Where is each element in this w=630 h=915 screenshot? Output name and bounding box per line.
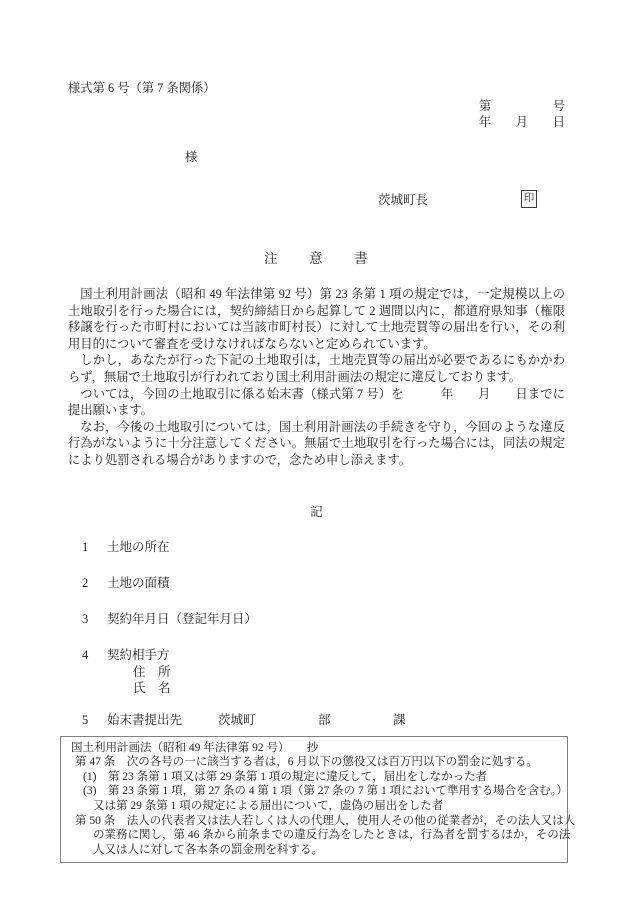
item-number: 2 <box>82 575 89 590</box>
law-article-50-continuation-line-2: 人又は人に対して各本条の罰金刑を科する。 <box>93 843 323 856</box>
law-article-50-continuation-line-1: の業務に関し，第 46 条から前条までの違反行為をしたときは，行為者を罰するほか，その法 <box>93 829 571 842</box>
sender-row <box>68 189 565 208</box>
item-number: 5 <box>82 713 89 728</box>
item-number: 3 <box>82 612 89 627</box>
law-article-50-line: 第 50 条 法人の代表者又は法人若しくは人の代理人，使用人その他の従業者が，その法人又は人 <box>75 814 576 827</box>
record-item-submission-destination <box>68 712 565 728</box>
law-item-3-continuation-line: 又は第 29 条第 1 項の規定による届出について，虚偽の届出をした者 <box>93 799 444 812</box>
official-seal-mark: 印 <box>521 190 537 208</box>
law-article-47-line: 第 47 条 次の各号の一に該当する者は，6 月以下の懲役又は百万円以下の罰金に処する。 <box>75 756 538 769</box>
document-title: 注 意 書 <box>264 251 369 266</box>
law-title-line: 国土利用計画法（昭和 49 年法律第 92 号） 抄 <box>71 741 319 754</box>
contract-party-sublines <box>133 664 565 697</box>
sender-name: 茨城町長 <box>378 192 429 207</box>
law-item-1-line: (1) 第 23 条第 1 項又は第 29 条第 1 項の規定に違反して，届出をしなかった者 <box>83 770 488 783</box>
item-number: 1 <box>82 539 89 554</box>
paragraph-submission-request: ついては，今回の土地取引に係る始末書（様式第 7 号）を 年 月 日までに提出願います。 <box>68 386 565 418</box>
law-excerpt-box <box>60 736 576 864</box>
item-value-destination: 茨城町 部 課 <box>218 713 406 728</box>
body-text <box>68 286 565 469</box>
item-number: 4 <box>82 648 89 663</box>
doc-meta-block <box>68 98 565 130</box>
record-item-contract-party <box>68 647 565 696</box>
addressee-honorific: 様 <box>185 150 198 164</box>
doc-number-blank-line: 第 号 <box>478 99 565 113</box>
item-label-row <box>68 647 565 663</box>
record-item-land-area <box>68 575 565 591</box>
record-item-contract-date <box>68 611 565 627</box>
law-item-3-line: (3) 第 23 条第 1 項，第 27 条の 4 第 1 項（第 27 条の 7 第 1 項において準用する場合を含む。） <box>83 785 568 798</box>
record-heading: 記 <box>310 504 323 519</box>
paragraph-law-requirement: 国土利用計画法（昭和 49 年法律第 92 号）第 23 条第 1 項の規定では，一定規模以上の土地取引を行った場合には，契約締結日から起算して 2 週間以内に，都道府県知事（権限移譲を行った市町村においては当該市町村長）に対して土地売買等の届出を行い，その利用目的について審査を受けなければならないと定められています。 <box>68 287 565 351</box>
item-label: 契約相手方 <box>107 648 170 663</box>
form-number: 様式第 6 号（第 7 条関係） <box>68 81 216 95</box>
item-label: 土地の面積 <box>107 575 170 590</box>
doc-date-blank-line: 年 月 日 <box>478 115 565 129</box>
item-label: 土地の所在 <box>107 539 170 554</box>
paragraph-violation: しかし，あなたが行った下記の土地取引は，土地売買等の届出が必要であるにもかかわらず，無届で土地取引が行われており国土利用計画法の規定に違反しております。 <box>68 353 565 384</box>
subline-address: 住 所 <box>133 664 171 679</box>
item-label: 始末書提出先 <box>107 713 183 728</box>
paragraph-warning: なお，今後の土地取引については，国土利用計画法の手続きを守り，今回のような違反行為がないように十分注意してください。無届で土地取引を行った場合には，同法の規定により処罰される場合がありますので，念ため申し添えます。 <box>68 419 565 467</box>
record-item-land-location <box>68 539 565 555</box>
item-label: 契約年月日（登記年月日） <box>107 612 258 627</box>
subline-name: 氏 名 <box>133 681 171 696</box>
